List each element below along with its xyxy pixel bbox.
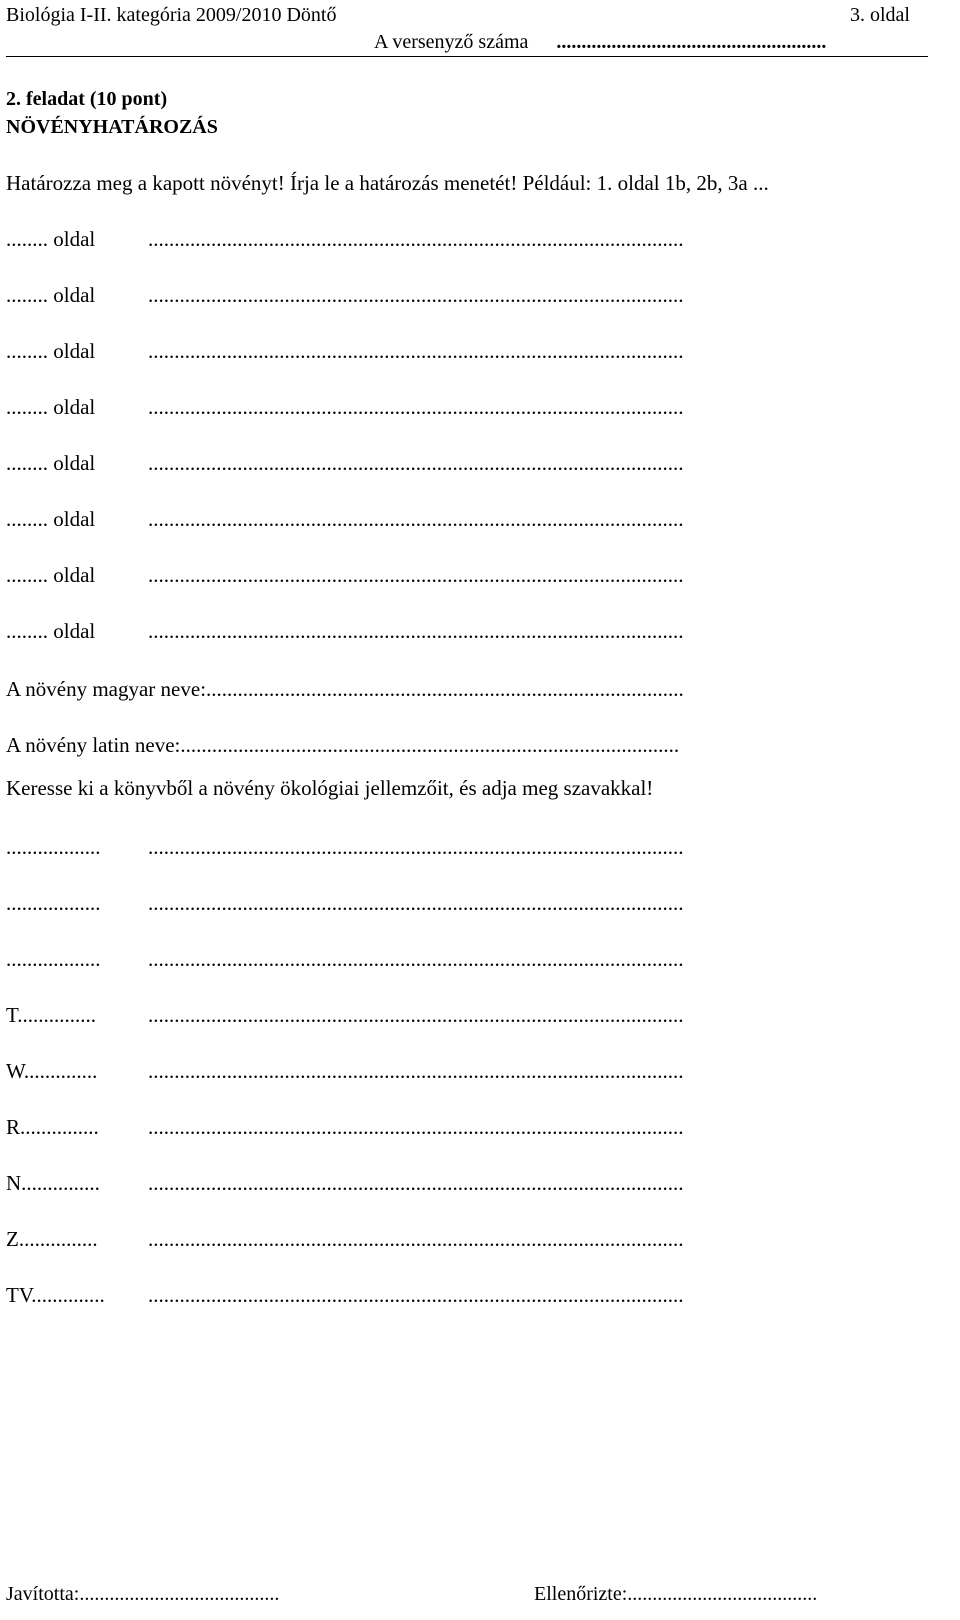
task-title: 2. feladat (10 pont) (6, 88, 168, 110)
ecology-answer-blank[interactable]: ...................................................................................................... (148, 891, 684, 915)
step-page-blank[interactable]: ........ oldal (6, 227, 96, 251)
step-answer-blank[interactable]: ...................................................................................................... (148, 283, 684, 307)
step-answer-blank[interactable]: ...................................................................................................... (148, 563, 684, 587)
ecology-answer-blank[interactable]: ...................................................................................................... (148, 1227, 684, 1251)
competitor-number-label: A versenyző száma (374, 31, 529, 53)
step-page-blank[interactable]: ........ oldal (6, 507, 96, 531)
step-answer-blank[interactable]: ...................................................................................................... (148, 451, 684, 475)
step-page-blank[interactable]: ........ oldal (6, 619, 96, 643)
ecology-label-blank[interactable]: .................. (6, 835, 101, 859)
step-answer-blank[interactable]: ...................................................................................................... (148, 619, 684, 643)
ecology-r-blank[interactable]: R............... (6, 1115, 99, 1139)
ecology-answer-blank[interactable]: ...................................................................................................... (148, 1283, 684, 1307)
hungarian-name-field[interactable]: A növény magyar neve:........................................................................................... (6, 677, 684, 701)
task-instruction: Határozza meg a kapott növényt! Írja le a határozás menetét! Például: 1. oldal 1b, 2b, 3a ... (6, 171, 769, 195)
ecology-answer-blank[interactable]: ...................................................................................................... (148, 1003, 684, 1027)
competitor-number-blank[interactable]: ...................................................... (556, 31, 827, 53)
latin-name-field[interactable]: A növény latin neve:............................................................................................... (6, 733, 680, 757)
step-answer-blank[interactable]: ...................................................................................................... (148, 507, 684, 531)
step-page-blank[interactable]: ........ oldal (6, 395, 96, 419)
checked-by-field[interactable]: Ellenőrizte:...................................... (534, 1583, 818, 1605)
step-page-blank[interactable]: ........ oldal (6, 339, 96, 363)
page-number: 3. oldal (850, 4, 910, 26)
step-page-blank[interactable]: ........ oldal (6, 451, 96, 475)
step-page-blank[interactable]: ........ oldal (6, 283, 96, 307)
ecology-w-blank[interactable]: W.............. (6, 1059, 98, 1083)
step-answer-blank[interactable]: ...................................................................................................... (148, 395, 684, 419)
ecology-label-blank[interactable]: .................. (6, 891, 101, 915)
header-divider (6, 56, 928, 57)
ecology-answer-blank[interactable]: ...................................................................................................... (148, 835, 684, 859)
task-subtitle: NÖVÉNYHATÁROZÁS (6, 116, 218, 138)
ecology-t-blank[interactable]: T............... (6, 1003, 97, 1027)
step-page-blank[interactable]: ........ oldal (6, 563, 96, 587)
step-answer-blank[interactable]: ...................................................................................................... (148, 339, 684, 363)
competitor-number-field (374, 30, 826, 54)
ecology-z-blank[interactable]: Z............... (6, 1227, 98, 1251)
ecology-tv-blank[interactable]: TV.............. (6, 1283, 105, 1307)
ecology-n-blank[interactable]: N............... (6, 1171, 100, 1195)
corrected-by-field[interactable]: Javította:........................................ (6, 1583, 280, 1605)
document-header-title: Biológia I-II. kategória 2009/2010 Döntő (6, 4, 337, 26)
ecology-label-blank[interactable]: .................. (6, 947, 101, 971)
ecology-answer-blank[interactable]: ...................................................................................................... (148, 1171, 684, 1195)
ecology-answer-blank[interactable]: ...................................................................................................... (148, 1059, 684, 1083)
ecology-answer-blank[interactable]: ...................................................................................................... (148, 947, 684, 971)
ecology-answer-blank[interactable]: ...................................................................................................... (148, 1115, 684, 1139)
step-answer-blank[interactable]: ...................................................................................................... (148, 227, 684, 251)
ecology-instruction: Keresse ki a könyvből a növény ökológiai jellemzőit, és adja meg szavakkal! (6, 776, 654, 800)
